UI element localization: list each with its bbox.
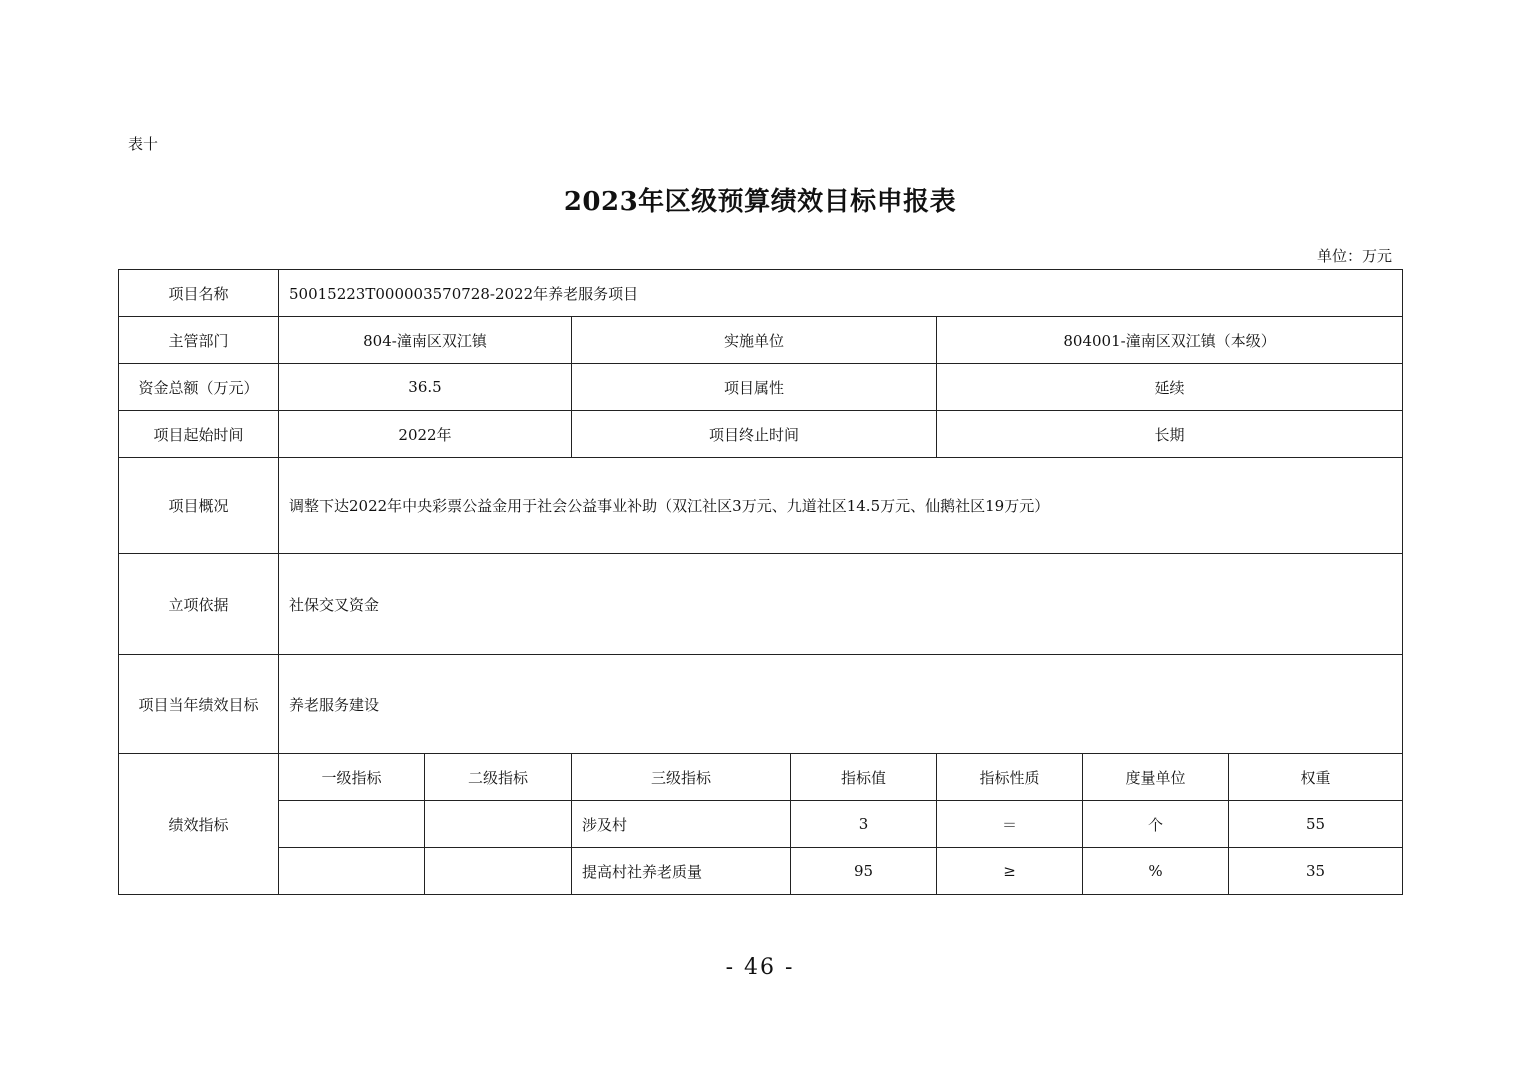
indicator-row	[119, 848, 1403, 895]
goal-value: 养老服务建设	[279, 655, 1403, 754]
header-unit: 度量单位	[1083, 754, 1229, 801]
implementing-unit-label: 实施单位	[572, 317, 937, 364]
project-attribute-label: 项目属性	[572, 364, 937, 411]
indicator-header-row	[119, 754, 1403, 801]
implementing-unit-value: 804001-潼南区双江镇（本级）	[937, 317, 1403, 364]
header-value: 指标值	[791, 754, 937, 801]
indicator-row	[119, 801, 1403, 848]
overview-value: 调整下达2022年中央彩票公益金用于社会公益事业补助（双江社区3万元、九道社区14.5万元、仙鹅社区19万元）	[279, 458, 1403, 554]
indicator-level2	[425, 801, 572, 848]
total-funds-label: 资金总额（万元）	[119, 364, 279, 411]
page-title: 2023年区级预算绩效目标申报表	[563, 187, 957, 217]
indicator-nature: ＝	[937, 801, 1083, 848]
indicator-level3: 提高村社养老质量	[572, 848, 791, 895]
end-time-value: 长期	[937, 411, 1403, 458]
department-value: 804-潼南区双江镇	[279, 317, 572, 364]
total-funds-value: 36.5	[279, 364, 572, 411]
indicator-nature: ≥	[937, 848, 1083, 895]
header-level2: 二级指标	[425, 754, 572, 801]
period-row	[119, 411, 1403, 458]
indicator-level2	[425, 848, 572, 895]
goal-label: 项目当年绩效目标	[119, 655, 279, 754]
indicator-value: 95	[791, 848, 937, 895]
header-nature: 指标性质	[937, 754, 1083, 801]
project-name-label: 项目名称	[119, 270, 279, 317]
basis-row	[119, 554, 1403, 655]
end-time-label: 项目终止时间	[572, 411, 937, 458]
indicator-level1	[279, 848, 425, 895]
table-label: 表十	[128, 135, 159, 153]
page-number: - 46 -	[725, 955, 795, 980]
indicator-unit: %	[1083, 848, 1229, 895]
header-level3: 三级指标	[572, 754, 791, 801]
funds-row	[119, 364, 1403, 411]
project-name-value: 50015223T000003570728-2022年养老服务项目	[279, 270, 1403, 317]
goal-row	[119, 655, 1403, 754]
indicators-label: 绩效指标	[119, 754, 279, 895]
start-time-label: 项目起始时间	[119, 411, 279, 458]
project-attribute-value: 延续	[937, 364, 1403, 411]
start-time-value: 2022年	[279, 411, 572, 458]
budget-target-table	[118, 269, 1403, 895]
indicator-unit: 个	[1083, 801, 1229, 848]
header-level1: 一级指标	[279, 754, 425, 801]
department-row	[119, 317, 1403, 364]
indicator-weight: 55	[1229, 801, 1403, 848]
header-weight: 权重	[1229, 754, 1403, 801]
project-name-row	[119, 270, 1403, 317]
indicator-weight: 35	[1229, 848, 1403, 895]
indicator-level3: 涉及村	[572, 801, 791, 848]
unit-note: 单位：万元	[1316, 247, 1392, 265]
overview-label: 项目概况	[119, 458, 279, 554]
department-label: 主管部门	[119, 317, 279, 364]
indicator-level1	[279, 801, 425, 848]
basis-label: 立项依据	[119, 554, 279, 655]
overview-row	[119, 458, 1403, 554]
indicator-value: 3	[791, 801, 937, 848]
basis-value: 社保交叉资金	[279, 554, 1403, 655]
